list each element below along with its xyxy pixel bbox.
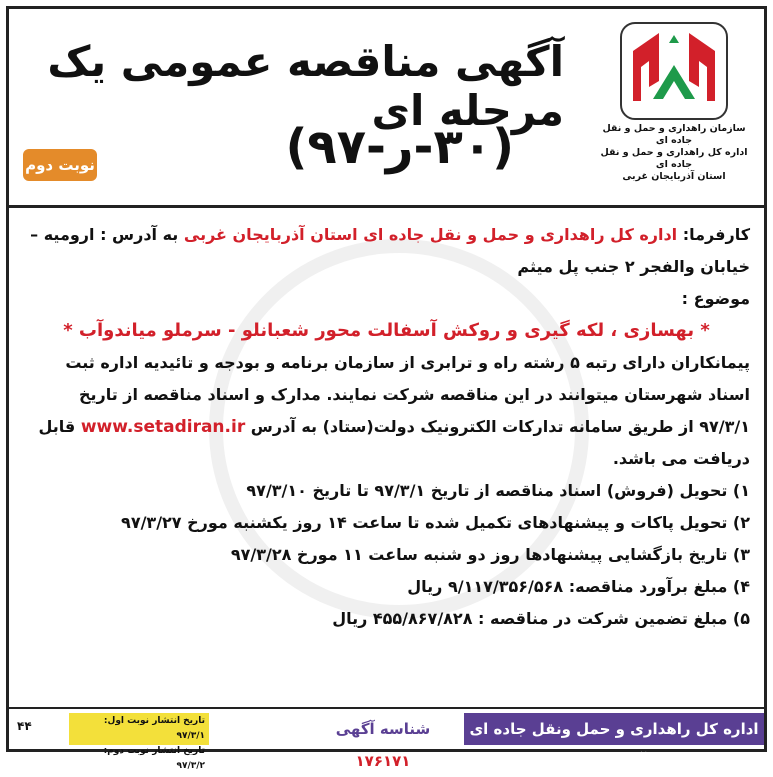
eligibility-paragraph [23, 347, 750, 475]
subject-label: موضوع : [681, 289, 750, 308]
ad-id-value: ۱۷۶۱۷۱ [355, 752, 411, 770]
publish-date-second: تاریخ انتشار نوبت دوم: ۹۷/۳/۲ [103, 746, 205, 771]
ad-title: آگهی مناقصه عمومی یک مرحله ای [47, 37, 564, 135]
eligibility-tail: قابل دریافت می باشد. [38, 417, 750, 468]
employer-name: اداره کل راهداری و حمل و نقل جاده ای استان آذربایجان غربی [183, 225, 678, 244]
list-item: ۲) تحویل پاکات و پیشنهادهای تکمیل شده تا ساعت ۱۴ روز یکشنبه مورخ ۹۷/۳/۲۷ [121, 513, 750, 532]
page-number: ۴۴ [17, 719, 32, 733]
employer-address: به آدرس : ارومیه – خیابان والفجر ۲ جنب پل میثم [30, 225, 750, 276]
ad-body [23, 219, 750, 635]
subject-text: * بهسازی ، لکه گیری و روکش آسفالت محور شعبانلو - سرملو میاندوآب * [63, 320, 710, 341]
road-transport-logo-icon [619, 21, 729, 121]
ad-header [9, 9, 764, 208]
list-item: ۳) تاریخ بازگشایی پیشنهادها روز دو شنبه ساعت ۱۱ مورخ ۹۷/۳/۲۸ [230, 545, 750, 564]
organization-logo-block [594, 21, 754, 201]
org-line: اداره کل راهداری و حمل و نقل جاده ای [600, 147, 748, 170]
ad-frame [6, 6, 767, 771]
employer-label: کارفرما: [682, 225, 750, 244]
tender-code: (۳۰-ر-۹۷) [285, 119, 514, 175]
edition-badge: نوبت دوم [23, 149, 97, 181]
list-item: ۴) مبلغ برآورد مناقصه: ۹/۱۱۷/۳۵۶/۵۶۸ ریال [407, 577, 750, 596]
list-item: ۵) مبلغ تضمین شرکت در مناقصه : ۴۵۵/۸۶۷/۸۲۸ ریال [332, 609, 750, 628]
setad-link[interactable]: www.setadiran.ir [80, 417, 246, 437]
publish-dates [69, 713, 209, 771]
org-line: سازمان راهداری و حمل و نقل جاده ای [602, 123, 746, 146]
ad-id [308, 713, 458, 770]
ad-id-label: شناسه آگهی [335, 720, 431, 738]
footer-department: اداره کل راهداری و حمل ونقل جاده ای استان آذربایجان غربی [464, 713, 764, 745]
org-line: استان آذربایجان غربی [622, 171, 726, 182]
list-item: ۱) تحویل (فروش) اسناد مناقصه از تاریخ ۹۷/۳/۱ تا تاریخ ۹۷/۳/۱۰ [246, 481, 750, 500]
employer-line [23, 219, 750, 283]
eligibility-text: پیمانکاران دارای رتبه ۵ رشته راه و ترابری از سازمان برنامه و بودجه و تائیدیه اداره ثبت اسناد شهرستان میتوانند در این مناقصه شرکت نمایند. مدارک و اسناد مناقصه از تاریخ ۹۷/۳/۱ از طریق سامانه تدارکات الکترونیک دولت(ستاد) به آدرس [65, 353, 750, 436]
ad-footer [9, 707, 764, 771]
publish-date-first: تاریخ انتشار نوبت اول: ۹۷/۳/۱ [103, 716, 205, 741]
